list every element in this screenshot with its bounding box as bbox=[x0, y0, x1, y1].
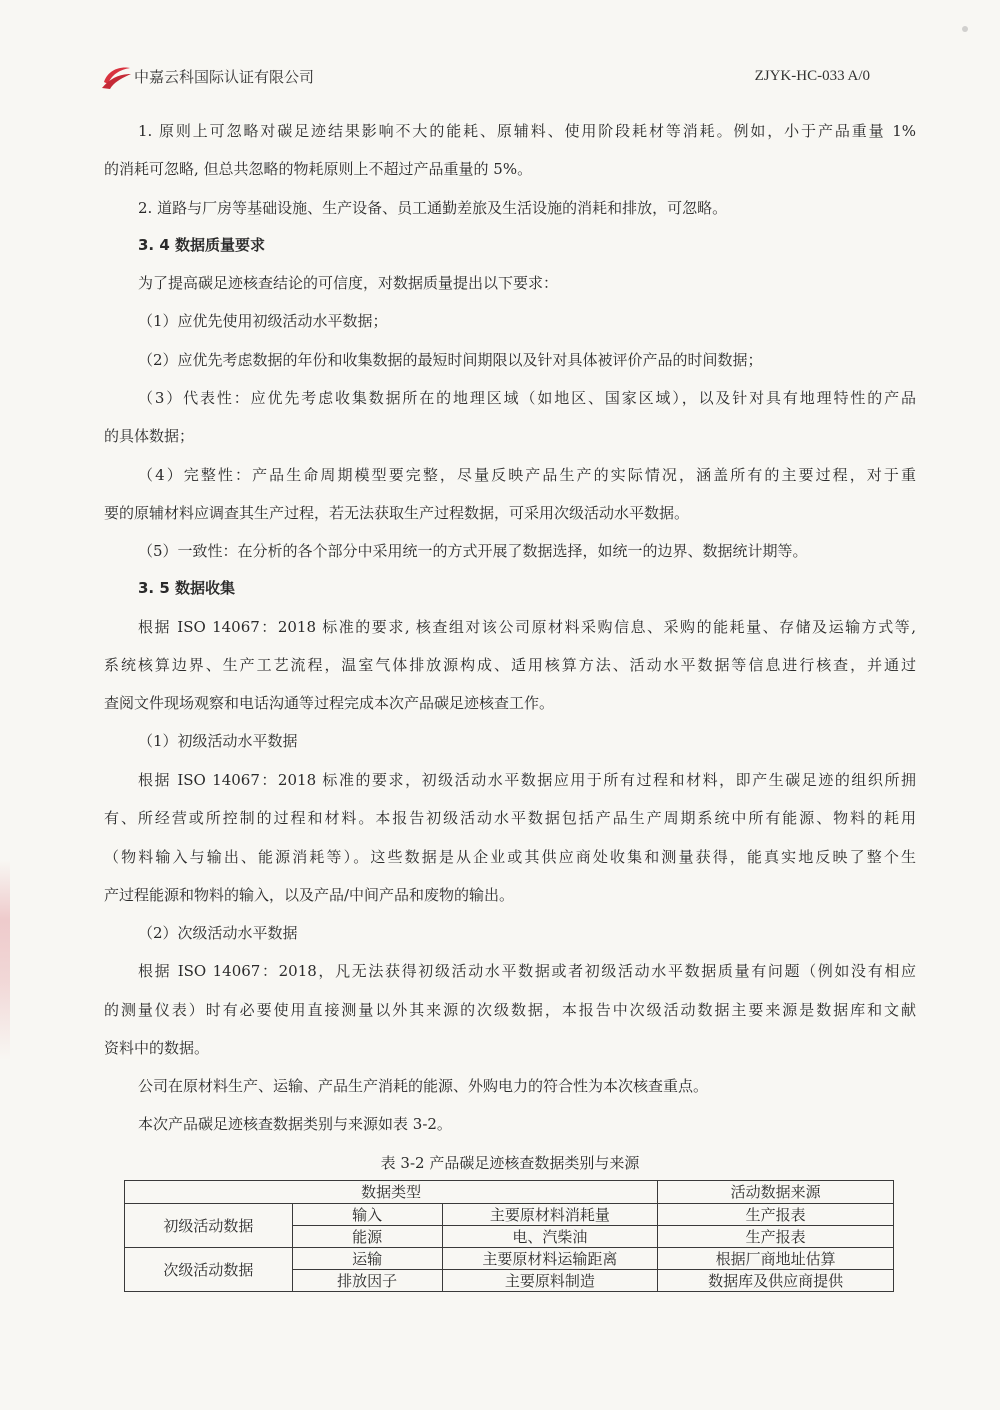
group-cell-primary: 初级活动数据 bbox=[125, 1204, 293, 1248]
table-cell: 生产报表 bbox=[658, 1226, 894, 1248]
paragraph-line: 有、所经营或所控制的过程和材料。本报告初级活动水平数据包括产品生产周期系统中所有能源、物料的耗用 bbox=[104, 809, 916, 827]
section-heading-3-5: 3. 5 数据收集 bbox=[138, 579, 236, 597]
seal-edge-mark bbox=[0, 860, 10, 1060]
subsection-heading: （1）初级活动水平数据 bbox=[138, 732, 298, 750]
paragraph-line: 为了提高碳足迹核查结论的可信度，对数据质量提出以下要求： bbox=[138, 274, 559, 292]
paragraph-line: 根据 ISO 14067：2018 标准的要求，初级活动水平数据应用于所有过程和材料，即产生碳足迹的组织所拥 bbox=[138, 771, 916, 789]
scan-speck bbox=[962, 26, 968, 32]
table-cell: 电、汽柴油 bbox=[442, 1226, 658, 1248]
group-cell-secondary: 次级活动数据 bbox=[125, 1248, 293, 1292]
paragraph-line: 本次产品碳足迹核查数据类别与来源如表 3-2。 bbox=[138, 1115, 452, 1133]
paragraph-line: 1. 原则上可忽略对碳足迹结果影响不大的能耗、原辅料、使用阶段耗材等消耗。例如，小于产品重量 1% bbox=[138, 122, 916, 140]
table-cell: 数据库及供应商提供 bbox=[658, 1270, 894, 1292]
paragraph-line: 根据 ISO 14067：2018 标准的要求, 核查组对该公司原材料采购信息、采购的能耗量、存储及运输方式等, bbox=[138, 618, 916, 636]
list-item: （5）一致性：在分析的各个部分中采用统一的方式开展了数据选择，如统一的边界、数据统计期等。 bbox=[138, 542, 808, 560]
paragraph-line: 系统核算边界、生产工艺流程，温室气体排放源构成、适用核算方法、活动水平数据等信息进行核查，并通过 bbox=[104, 656, 916, 674]
header-cell-source: 活动数据来源 bbox=[658, 1181, 894, 1204]
subsection-heading: （2）次级活动水平数据 bbox=[138, 924, 298, 942]
table-cell: 主要原材料运输距离 bbox=[442, 1248, 658, 1270]
table-header-row bbox=[125, 1181, 894, 1204]
table-cell: 根据厂商地址估算 bbox=[658, 1248, 894, 1270]
paragraph-line: 的测量仪表）时有必要使用直接测量以外其来源的次级数据，本报告中次级活动数据主要来源是数据库和文献 bbox=[104, 1001, 916, 1019]
list-item: （2）应优先考虑数据的年份和收集数据的最短时间期限以及针对具体被评价产品的时间数据； bbox=[138, 351, 763, 369]
table-cell: 输入 bbox=[292, 1204, 442, 1226]
company-logo-icon bbox=[100, 62, 132, 90]
list-item: （1）应优先使用初级活动水平数据； bbox=[138, 312, 388, 330]
data-source-table bbox=[124, 1180, 894, 1292]
paragraph-line: 2. 道路与厂房等基础设施、生产设备、员工通勤差旅及生活设施的消耗和排放，可忽略。 bbox=[138, 199, 728, 217]
table-cell: 生产报表 bbox=[658, 1204, 894, 1226]
paragraph-line: 产过程能源和物料的输入，以及产品/中间产品和废物的输出。 bbox=[104, 886, 515, 904]
paragraph-line: 根据 ISO 14067：2018，凡无法获得初级活动水平数据或者初级活动水平数据质量有问题（例如没有相应 bbox=[138, 962, 916, 980]
paragraph-line: 的消耗可忽略, 但总共忽略的物耗原则上不超过产品重量的 5%。 bbox=[104, 160, 533, 178]
page-header bbox=[100, 62, 870, 94]
document-number: ZJYK-HC-033 A/0 bbox=[754, 68, 870, 84]
paragraph-line: 查阅文件现场观察和电话沟通等过程完成本次产品碳足迹核查工作。 bbox=[104, 694, 555, 712]
list-item: （3）代表性：应优先考虑收集数据所在的地理区域（如地区、国家区域），以及针对具有地理特性的产品 bbox=[138, 389, 916, 407]
table-row bbox=[125, 1248, 894, 1270]
paragraph-line: 公司在原材料生产、运输、产品生产消耗的能源、外购电力的符合性为本次核查重点。 bbox=[138, 1077, 709, 1095]
paragraph-line: 资料中的数据。 bbox=[104, 1039, 210, 1057]
company-name: 中嘉云科国际认证有限公司 bbox=[134, 68, 315, 86]
table-row bbox=[125, 1204, 894, 1226]
table-caption: 表 3-2 产品碳足迹核查数据类别与来源 bbox=[380, 1154, 640, 1172]
table-cell: 主要原料制造 bbox=[442, 1270, 658, 1292]
table-cell: 能源 bbox=[292, 1226, 442, 1248]
list-item: （4）完整性：产品生命周期模型要完整，尽量反映产品生产的实际情况，涵盖所有的主要过程，对于重 bbox=[138, 466, 916, 484]
table-cell: 主要原材料消耗量 bbox=[442, 1204, 658, 1226]
section-heading-3-4: 3. 4 数据质量要求 bbox=[138, 236, 266, 254]
header-cell-data-type: 数据类型 bbox=[125, 1181, 658, 1204]
table-cell: 排放因子 bbox=[292, 1270, 442, 1292]
paragraph-line: 要的原辅材料应调查其生产过程，若无法获取生产过程数据，可采用次级活动水平数据。 bbox=[104, 504, 690, 522]
paragraph-line: （物料输入与输出、能源消耗等）。这些数据是从企业或其供应商处收集和测量获得，能真实地反映了整个生 bbox=[104, 848, 916, 866]
paragraph-line: 的具体数据； bbox=[104, 427, 195, 445]
table-cell: 运输 bbox=[292, 1248, 442, 1270]
